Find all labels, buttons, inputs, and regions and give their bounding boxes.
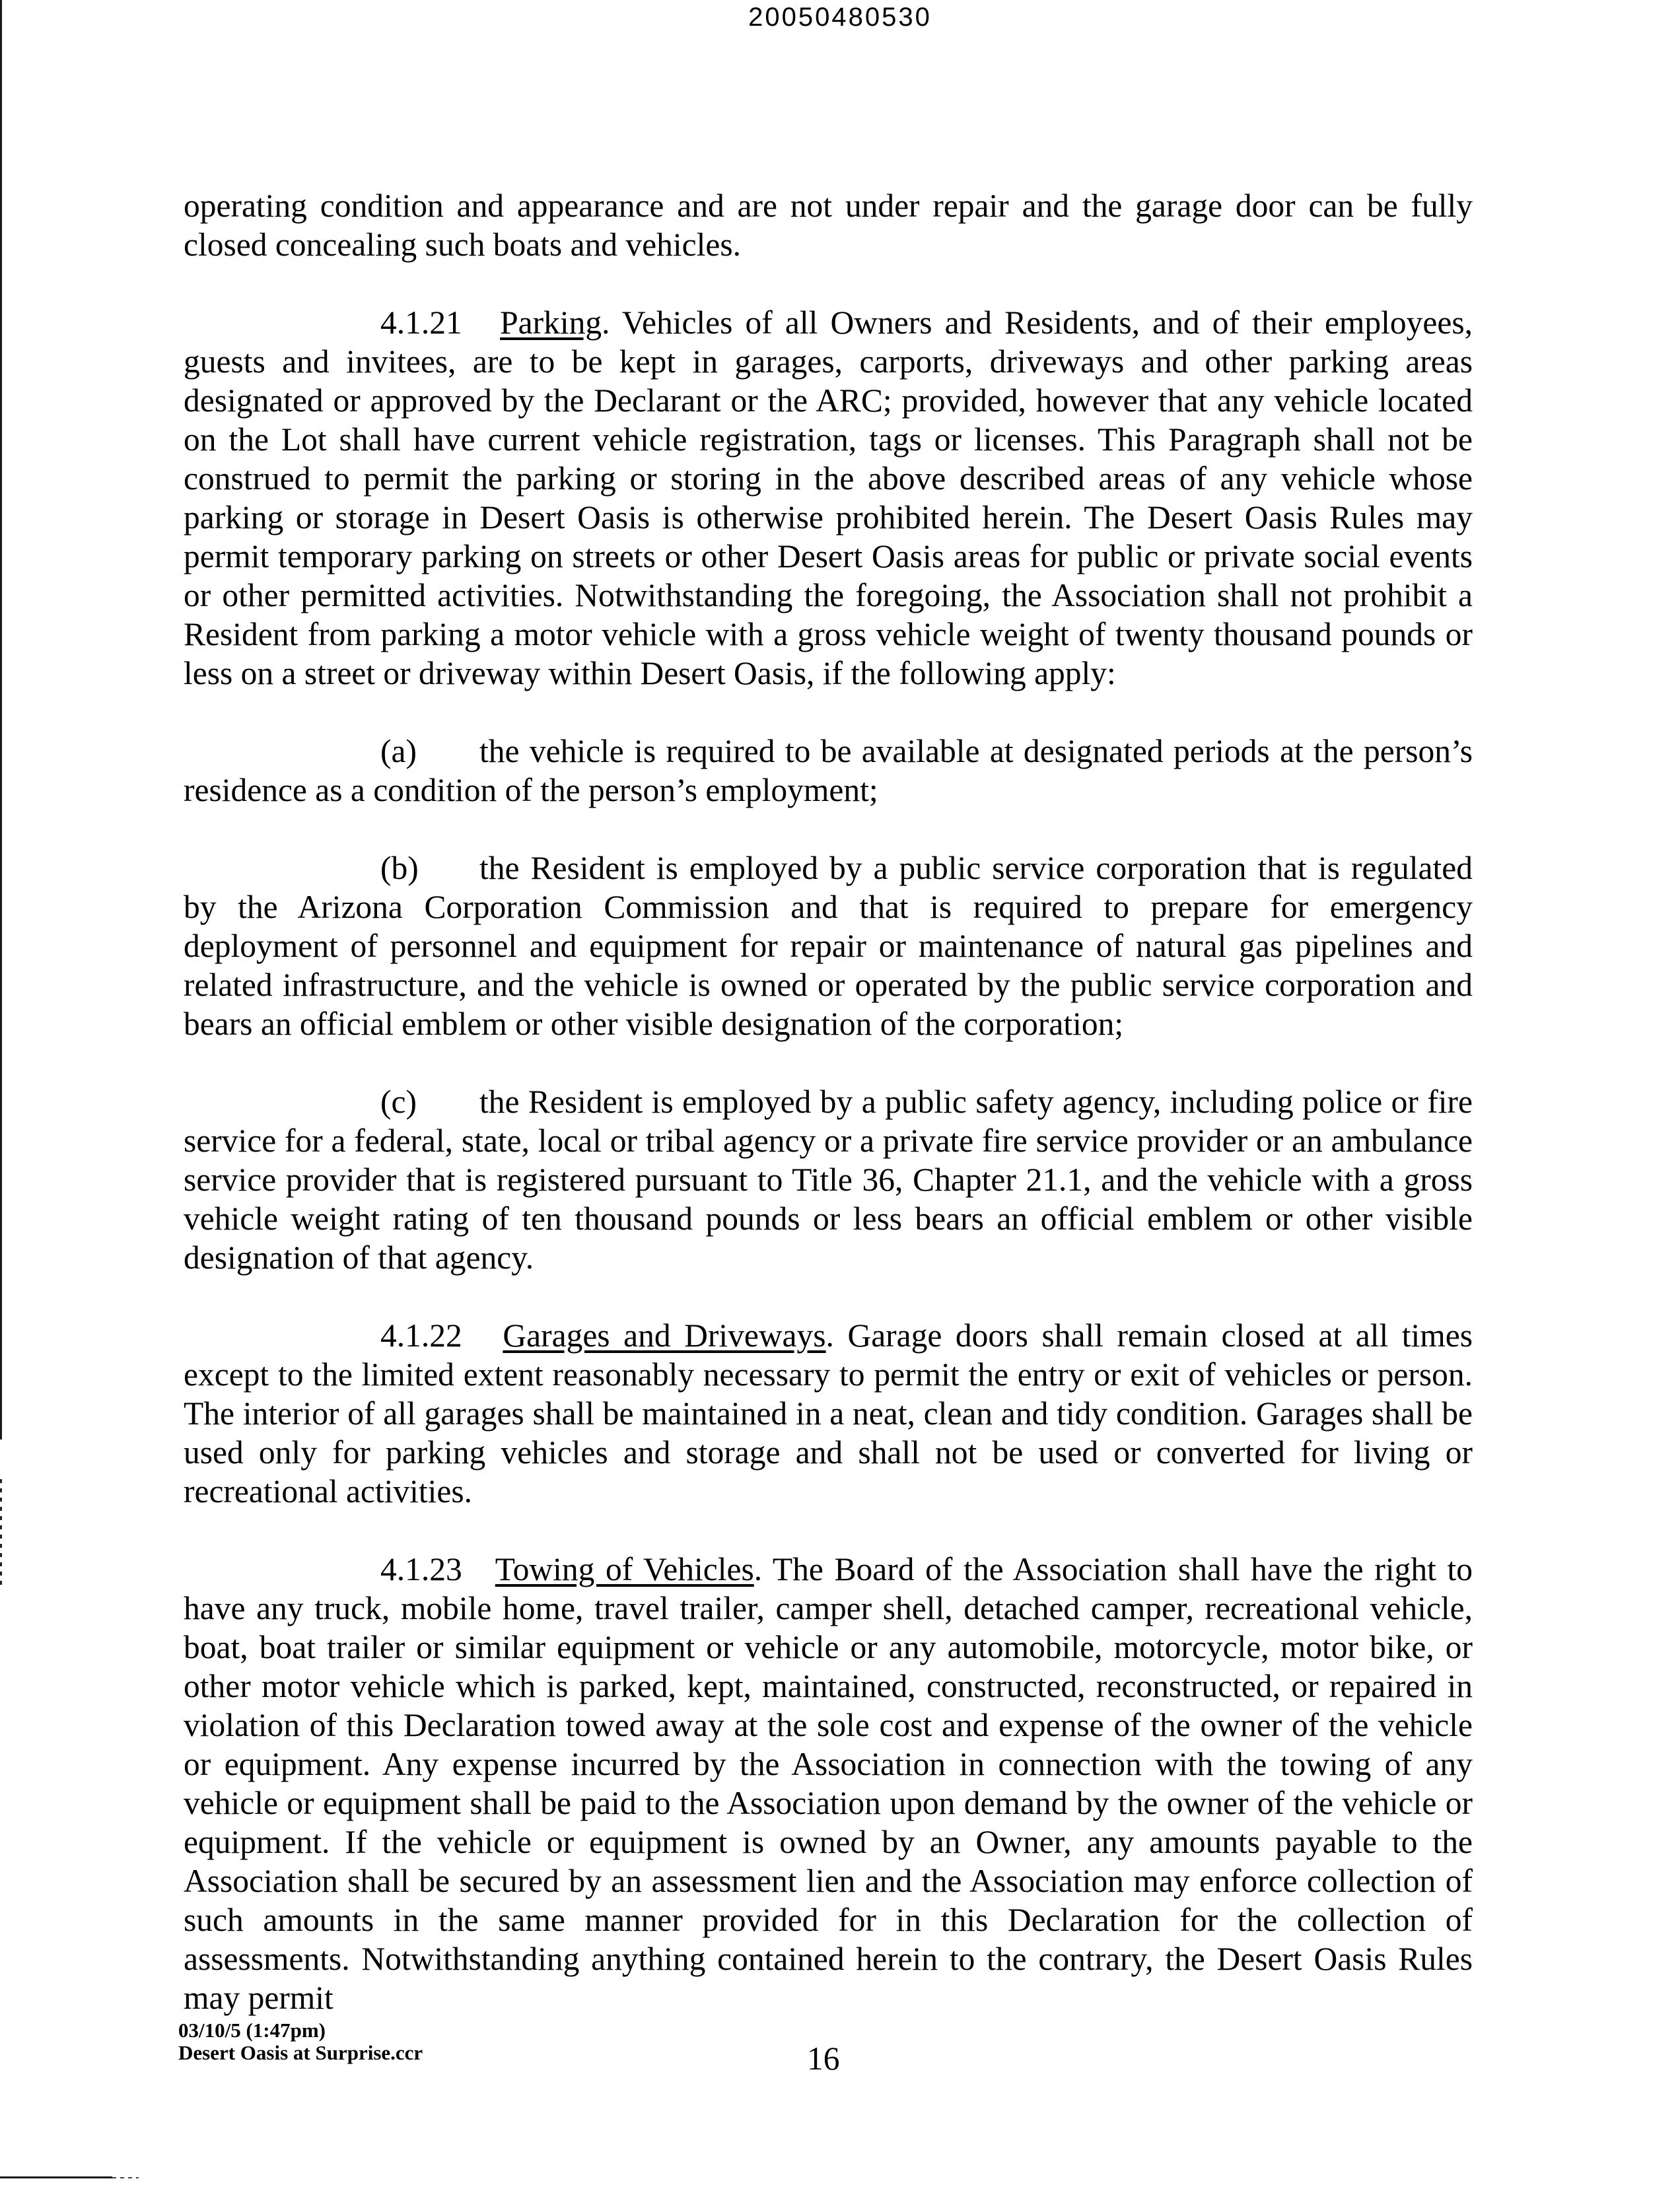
continuation-paragraph: operating condition and appearance and are not under repair and the garage door can be fully closed concealing such boats and vehicles.: [184, 188, 1473, 263]
item-c: [184, 1082, 1473, 1277]
document-body: [184, 186, 1473, 2056]
section-text: . Vehicles of all Owners and Residents, and of their employees, guests and invitees, are to be kept in garages, carports, driveways and other parking areas designated or approved by the Declarant or the ARC; provided, however that any vehicle located on the Lot shall have current vehicle registration, tags or licenses. This Paragraph shall not be construed to permit the parking or storing in the above described areas of any vehicle whose parking or storage in Desert Oasis is otherwise prohibited herein. The Desert Oasis Rules may permit temporary parking on streets or other Desert Oasis areas for public or private social events or other permitted activities. Notwithstanding the foregoing, the Association shall not prohibit a Resident from parking a motor vehicle with a gross vehicle weight of twenty thousand pounds or less on a street or driveway within Desert Oasis, if the following apply:: [184, 304, 1473, 691]
section-4-1-21: [184, 303, 1473, 693]
section-text: . The Board of the Association shall have the right to have any truck, mobile home, travel trailer, camper shell, detached camper, recreational vehicle, boat, boat trailer or similar equipment or vehicle or any automobile, motorcycle, motor bike, or other motor vehicle which is parked, kept, maintained, constructed, reconstructed, or repaired in violation of this Declaration towed away at the sole cost and expense of the owner of the vehicle or equipment. Any expense incurred by the Association in connection with the towing of any vehicle or equipment shall be paid to the Association upon demand by the owner of the vehicle or equipment. If the vehicle or equipment is owned by an Owner, any amounts payable to the Association shall be secured by an assessment lien and the Association may enforce collection of such amounts in the same manner provided for in this Declaration for the collection of assessments. Notwithstanding anything contained herein to the contrary, the Desert Oasis Rules may permit: [184, 1551, 1473, 2016]
section-4-1-23: [184, 1550, 1473, 2017]
section-number: 4.1.22: [380, 1317, 462, 1354]
section-4-1-22: [184, 1316, 1473, 1511]
footer-info: [178, 2019, 423, 2064]
footer-file-name: Desert Oasis at Surprise.ccr: [178, 2041, 423, 2064]
section-heading: Towing of Vehicles: [495, 1551, 754, 1587]
item-text: the vehicle is required to be available at designated periods at the person’s residence as a condition of the person’s employment;: [184, 733, 1473, 808]
section-text: . Garage doors shall remain closed at all times except to the limited extent reasonably necessary to permit the entry or exit of vehicles or person. The interior of all garages shall be maintained in a neat, clean and tidy condition. Garages shall be used only for parking vehicles and storage and shall not be used or converted for living or recreational activities.: [184, 1317, 1473, 1510]
item-b: [184, 849, 1473, 1043]
section-number: 4.1.21: [380, 304, 462, 341]
item-label: (c): [380, 1084, 417, 1120]
section-heading: Parking: [500, 304, 602, 341]
scan-border-bottom-fragment: [112, 2177, 139, 2178]
item-a: [184, 732, 1473, 810]
item-label: (b): [380, 850, 419, 886]
item-text: the Resident is employed by a public safety agency, including police or fire service for a federal, state, local or tribal agency or a private fire service provider or an ambulance service provider that is registered pursuant to Title 36, Chapter 21.1, and the vehicle with a gross vehicle weight rating of ten thousand pounds or less bears an official emblem or other visible designation of that agency.: [184, 1084, 1473, 1276]
page-number: 16: [807, 2040, 840, 2077]
footer-date: 03/10/5 (1:47pm): [178, 2019, 326, 2042]
item-text: the Resident is employed by a public service corporation that is regulated by the Arizona Corporation Commission and that is required to prepare for emergency deployment of personnel and equipment for repair or maintenance of natural gas pipelines and related infrastructure, and the vehicle is owned or operated by the public service corporation and bears an official emblem or other visible designation of the corporation;: [184, 850, 1473, 1042]
section-number: 4.1.23: [380, 1551, 462, 1587]
scan-border-bottom: [0, 2176, 112, 2178]
scan-border-left-fragment: [0, 1479, 2, 1585]
item-label: (a): [380, 733, 417, 769]
scan-border-left: [0, 0, 2, 1440]
document-number: 20050480530: [748, 3, 932, 32]
section-heading: Garages and Driveways: [503, 1317, 826, 1354]
